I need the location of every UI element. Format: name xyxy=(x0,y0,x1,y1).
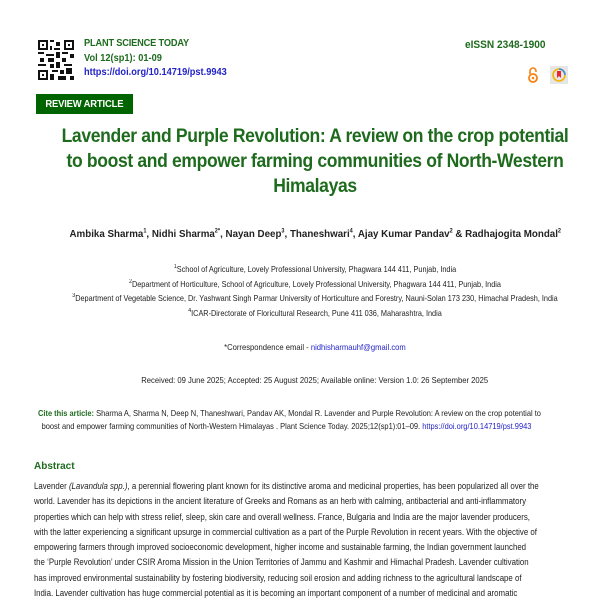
eissn-label: eISSN 2348-1900 xyxy=(464,39,545,51)
author-affiliation-marker: 1 xyxy=(143,228,147,235)
abstract-line: properties which can help with stress relief, sleep, skin care and overall wellness. France, Bulgaria and India are the major lavender producers, xyxy=(34,511,530,522)
correspondence-email-link[interactable]: nidhisharmauhf@gmail.com xyxy=(310,342,406,352)
title-line-1: Lavender and Purple Revolution: A review on the crop potential xyxy=(61,125,569,147)
article-title xyxy=(30,124,600,199)
abstract-line: India. Lavender cultivation has huge commercial potential as it is becoming an important component of a number of medicinal and aromatic xyxy=(34,588,518,599)
affiliation-text: ICAR-Directorate of Floricultural Research, Pune 411 036, Maharashtra, India xyxy=(191,307,442,318)
abstract-line: the ‘Purple Revolution’ under CSIR Aroma Mission in the Union Territories of Jammu and Kashmir and Himachal Pradesh. Lavender cultivation xyxy=(34,557,529,568)
author-affiliation-marker: 3 xyxy=(281,228,285,235)
author-list xyxy=(30,228,600,240)
citation-line-2: boost and empower farming communities of North-Western Himalayas . Plant Science Today. 2025;12(sp1):01–09. xyxy=(41,421,423,431)
abstract-line: world. Lavender has its depictions in the ancient literature of Greeks and Romans as an herb with calming, antibacterial and anti-inflammatory xyxy=(34,496,527,507)
affiliation-text: Department of Horticulture, School of Agriculture, Lovely Professional University, Phagwara 144 411, Punjab, India xyxy=(131,278,501,289)
author-name: Radhajogita Mondal xyxy=(464,228,558,240)
author-separator: , xyxy=(146,228,152,240)
correspondence-label: *Correspondence email - xyxy=(224,342,311,352)
abstract-line: has improved environmental sustainability by fostering biodiversity, reducing soil erosion and adding richness to the agricultural landscape of xyxy=(34,572,522,583)
citation-block xyxy=(38,407,598,433)
abstract-heading: Abstract xyxy=(34,461,75,472)
qr-code-graphic xyxy=(38,40,74,80)
affiliation-marker: 2 xyxy=(129,278,132,285)
journal-name: PLANT SCIENCE TODAY xyxy=(84,37,189,49)
affiliation-text: Department of Vegetable Science, Dr. Yashwant Singh Parmar University of Horticulture and Forestry, Nauni-Solan 173 230, Himachal Pradesh, India xyxy=(75,293,558,303)
author-separator: , xyxy=(284,228,290,240)
author-name: Ambika Sharma xyxy=(69,228,144,240)
author-affiliation-marker: 2 xyxy=(557,228,561,235)
publication-dates xyxy=(30,375,600,385)
affiliation-marker: 3 xyxy=(72,293,76,300)
title-line-2: to boost and empower farming communities of North-Western xyxy=(66,150,564,172)
affiliation-item xyxy=(64,262,566,277)
citation-label: Cite this article: xyxy=(38,408,95,418)
abstract-text: , a perennial flowering plant known for its distinctive aroma and medicinal properties, has been popularized all over the xyxy=(127,481,539,491)
abstract-text: Lavender xyxy=(34,481,69,491)
title-line-3: Himalayas xyxy=(273,175,357,197)
abstract-line: with the latter experiencing a significant upsurge in commercial cultivation as a part of the Purple Revolution in recent years. With the objective of xyxy=(34,526,537,537)
qr-code-icon[interactable] xyxy=(38,40,74,80)
affiliation-marker: 1 xyxy=(173,264,177,271)
author-name: Nidhi Sharma xyxy=(151,228,215,240)
affiliation-list xyxy=(30,262,600,320)
affiliation-text: School of Agriculture, Lovely Professional University, Phagwara 144 411, Punjab, India xyxy=(176,264,457,274)
affiliation-marker: 4 xyxy=(188,307,192,314)
open-access-icon[interactable] xyxy=(527,67,539,83)
crossmark-icon[interactable] xyxy=(550,66,568,84)
species-name: (Lavandula spp.) xyxy=(68,481,128,491)
author-affiliation-marker: 2* xyxy=(214,228,220,235)
author-name: Nayan Deep xyxy=(225,228,282,240)
citation-line-1: Sharma A, Sharma N, Deep N, Thaneshwari, Pandav AK, Mondal R. Lavender and Purple Revolution: A review on the crop potential to xyxy=(94,408,541,418)
dates-text: Received: 09 June 2025; Accepted: 25 August 2025; Available online: Version 1.0: 26 September 2025 xyxy=(141,375,489,385)
correspondence xyxy=(30,342,600,352)
citation-doi-link[interactable]: https://doi.org/10.14719/pst.9943 xyxy=(422,421,532,431)
badge-label: REVIEW ARTICLE xyxy=(45,98,124,110)
author-separator: & xyxy=(452,228,465,240)
abstract-body xyxy=(34,479,600,601)
affiliation-item xyxy=(64,306,566,321)
affiliation-item xyxy=(64,291,566,306)
review-article-badge xyxy=(36,94,133,114)
author-separator: , xyxy=(352,228,358,240)
author-affiliation-marker: 4 xyxy=(349,228,353,235)
abstract-line: empowering farmers through improved socioeconomic development, higher income and sustainable farming, the Indian government launched xyxy=(34,542,527,553)
author-name: Ajay Kumar Pandav xyxy=(357,228,450,240)
affiliation-item xyxy=(64,277,566,292)
journal-volume: Vol 12(sp1): 01-09 xyxy=(84,52,162,64)
journal-doi-link[interactable]: https://doi.org/10.14719/pst.9943 xyxy=(84,66,227,78)
author-affiliation-marker: 2 xyxy=(449,228,453,235)
author-separator: , xyxy=(219,228,226,240)
author-name: Thaneshwari xyxy=(289,228,350,240)
